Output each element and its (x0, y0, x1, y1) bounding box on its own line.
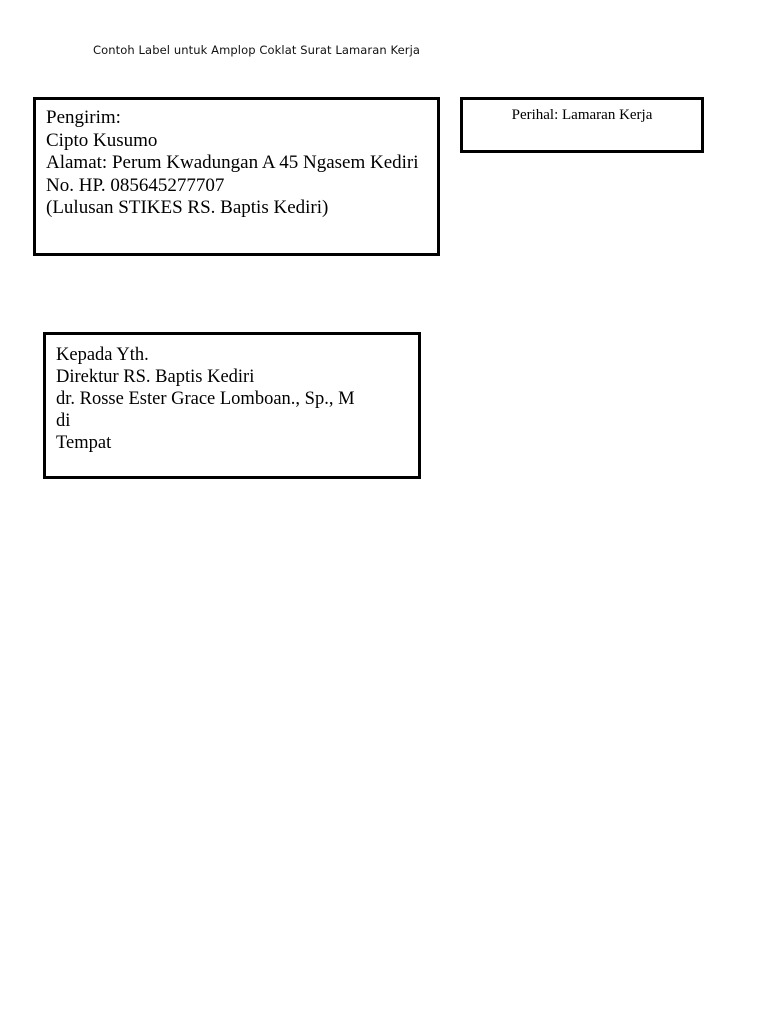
subject-text: Perihal: Lamaran Kerja (511, 107, 653, 123)
page-heading: Contoh Label untuk Amplop Coklat Surat Lamaran Kerja (93, 43, 421, 57)
sender-label-box (33, 97, 440, 256)
recipient-preposition: di (56, 411, 71, 431)
sender-label: Pengirim: (46, 107, 121, 128)
recipient-title: Direktur RS. Baptis Kediri (56, 367, 255, 387)
recipient-salutation: Kepada Yth. (56, 345, 149, 365)
recipient-place: Tempat (56, 433, 112, 453)
subject-label-box (460, 97, 704, 153)
sender-note: (Lulusan STIKES RS. Baptis Kediri) (46, 197, 329, 218)
recipient-name: dr. Rosse Ester Grace Lomboan., Sp., M (56, 389, 355, 409)
sender-phone: No. HP. 085645277707 (46, 174, 225, 196)
sender-address: Alamat: Perum Kwadungan A 45 Ngasem Kediri (46, 152, 419, 173)
sender-name: Cipto Kusumo (46, 129, 158, 151)
recipient-label-box (43, 332, 421, 479)
